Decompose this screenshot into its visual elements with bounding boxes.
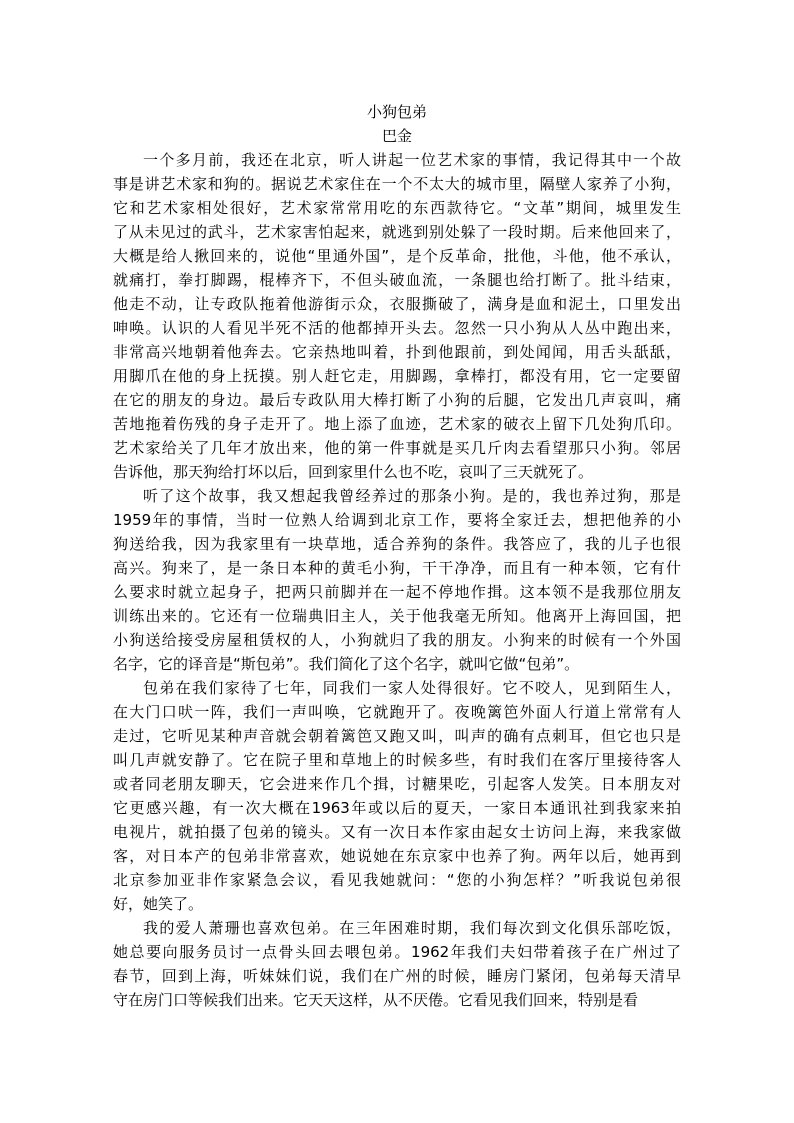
text-line: 1959年的事情，当时一位熟人给调到北京工作，要将全家迁去，想把他养的小: [113, 511, 681, 529]
text-line: 在它的朋友的身边。最后专政队用大棒打断了小狗的后腿，它发出几声哀叫，痛: [113, 391, 681, 409]
text-line: 一个多月前，我还在北京，听人讲起一位艺术家的事情，我记得其中一个故: [143, 151, 681, 169]
document-author: 巴金: [381, 127, 412, 145]
text-line: 告诉他，那天狗给打坏以后，回到家里什么也不吃，哀叫了三天就死了。: [113, 463, 594, 481]
text-line: 苦地拖着伤残的身子走开了。地上添了血迹，艺术家的破衣上留下几处狗爪印。: [113, 415, 681, 433]
text-line: 狗送给我，因为我家里有一块草地，适合养狗的条件。我答应了，我的儿子也很: [113, 535, 681, 553]
text-line: 名字，它的译音是“斯包弟”。我们简化了这个名字，就叫它做“包弟”。: [113, 655, 580, 673]
text-line: 包弟在我们家待了七年，同我们一家人处得很好。它不咬人，见到陌生人，: [143, 679, 681, 697]
text-line: 春节，回到上海，听妹妹们说，我们在广州的时候，睡房门紧闭，包弟每天清早: [113, 967, 681, 985]
text-line: 他走不动，让专政队拖着他游街示众，衣服撕破了，满身是血和泥土，口里发出: [113, 295, 681, 313]
text-line: 事是讲艺术家和狗的。据说艺术家住在一个不太大的城市里，隔壁人家养了小狗，: [113, 175, 681, 193]
text-line: 训练出来的。它还有一位瑞典旧主人，关于他我毫无所知。他离开上海回国，把: [113, 607, 681, 625]
text-line: 走过，它听见某种声音就会朝着篱笆又跑又叫，叫声的确有点刺耳，但它也只是: [113, 727, 681, 745]
paragraph: [113, 484, 681, 676]
text-line: 我的爱人萧珊也喜欢包弟。在三年困难时期，我们每次到文化俱乐部吃饭，: [143, 919, 681, 937]
text-line: 呻唤。认识的人看见半死不活的他都掉开头去。忽然一只小狗从人丛中跑出来，: [113, 319, 681, 337]
text-line: 电视片，就拍摄了包弟的镜头。又有一次日本作家由起女士访问上海，来我家做: [113, 823, 681, 841]
text-line: 就痛打，拳打脚踢，棍棒齐下，不但头破血流，一条腿也给打断了。批斗结束，: [113, 271, 681, 289]
paragraph: [113, 916, 681, 1012]
text-line: 听了这个故事，我又想起我曾经养过的那条小狗。是的，我也养过狗，那是: [143, 487, 681, 505]
text-line: 叫几声就安静了。它在院子里和草地上的时候多些，有时我们在客厅里接待客人: [113, 751, 681, 769]
paragraph: [113, 676, 681, 916]
text-line: 她总要向服务员讨一点骨头回去喂包弟。1962年我们夫妇带着孩子在广州过了: [113, 943, 681, 961]
text-line: 非常高兴地朝着他奔去。它亲热地叫着，扑到他跟前，到处闻闻，用舌头舐舐，: [113, 343, 681, 361]
text-line: 小狗送给接受房屋租赁权的人，小狗就归了我的朋友。小狗来的时候有一个外国: [113, 631, 681, 649]
text-line: 它和艺术家相处很好，艺术家常常用吃的东西款待它。“文革”期间，城里发生: [113, 199, 681, 217]
text-line: 么要求时就立起身子，把两只前脚并在一起不停地作揖。这本领不是我那位朋友: [113, 583, 681, 601]
text-line: 或者同老朋友聊天，它会进来作几个揖，讨糖果吃，引起客人发笑。日本朋友对: [113, 775, 681, 793]
text-line: 客，对日本产的包弟非常喜欢，她说她在东京家中也养了狗。两年以后，她再到: [113, 847, 681, 865]
text-line: 守在房门口等候我们出来。它天天这样，从不厌倦。它看见我们回来，特别是看: [113, 991, 639, 1009]
text-line: 高兴。狗来了，是一条日本种的黄毛小狗，干干净净，而且有一种本领，它有什: [113, 559, 681, 577]
document-title: 小狗包弟: [366, 103, 427, 121]
document-body: [113, 148, 681, 1012]
text-line: 用脚爪在他的身上抚摸。别人赶它走，用脚踢，拿棒打，都没有用，它一定要留: [113, 367, 681, 385]
text-line: 艺术家给关了几年才放出来，他的第一件事就是买几斤肉去看望那只小狗。邻居: [113, 439, 681, 457]
text-line: 在大门口吠一阵，我们一声叫唤，它就跑开了。夜晚篱笆外面人行道上常常有人: [113, 703, 681, 721]
text-line: 了从未见过的武斗，艺术家害怕起来，就逃到别处躲了一段时期。后来他回来了，: [113, 223, 681, 241]
text-line: 好，她笑了。: [113, 895, 204, 913]
paragraph: [113, 148, 681, 484]
text-line: 北京参加亚非作家紧急会议，看见我她就问：“您的小狗怎样？”听我说包弟很: [113, 871, 681, 889]
text-line: 大概是给人揪回来的，说他“里通外国”，是个反革命，批他，斗他，他不承认，: [113, 247, 681, 265]
text-line: 它更感兴趣，有一次大概在1963年或以后的夏天，一家日本通讯社到我家来拍: [113, 799, 681, 817]
